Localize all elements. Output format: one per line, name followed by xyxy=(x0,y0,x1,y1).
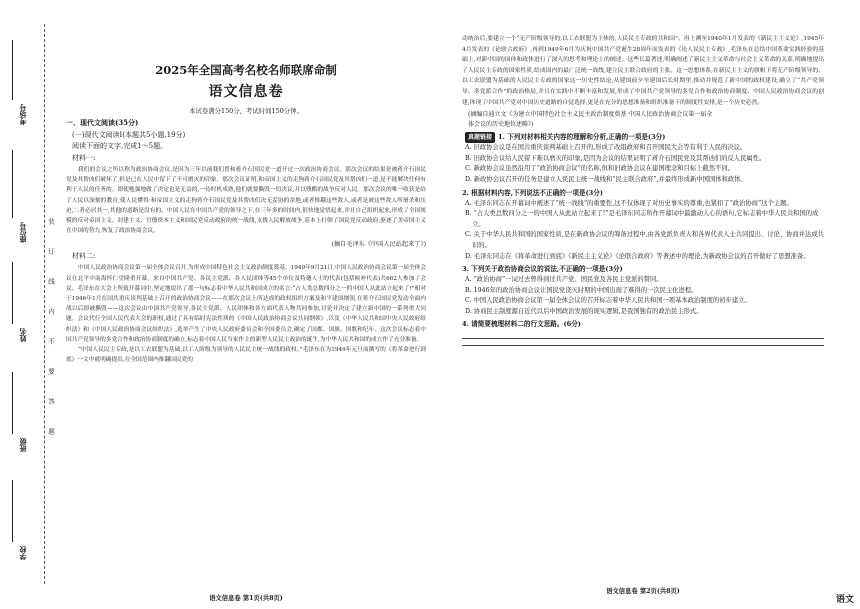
seal-char: 订 xyxy=(47,248,55,255)
seat-number-label: 座位号 xyxy=(18,222,27,243)
question-1-text: 1. 下列对材料相关内容的理解和分析,正确的一项是(3分) xyxy=(498,133,666,142)
material-2-source xyxy=(468,110,824,130)
exam-room-field-line[interactable] xyxy=(12,40,13,100)
seal-char: 题 xyxy=(47,428,55,435)
material-2-continuation: 动统治后,要建立一个“无产阶级领导的,以工农联盟为主体的,人民民主专政的共和国”。再上溯至1940年1月发表的《新民主主义论》,1945年4月发表的《论联合政府》,再到1949年6月为庆祝中国共产党诞生28周年而发表的《论人民民主专政》,毛泽东在总结中国革命实践经验的基础上,对新中国的国体和政体进行了深入的思考和理论上的阐述。这些长篇著述,明确阐述了新民主主义革命与社会主义革命的关系,明确地提出了人民民主专政的国家性质,结成国内的最广泛统一战线,建立民主联合政府的主张。这一思想体系,在新民主主义的旗帜下将无产阶级领导的、以工农联盟为基础的人民民主专政的国家这一历史性结论,从建国前夕至建国后长时期里,推动并规范了新中国的政权建设,确立了“共产党领导、多党派合作”的政治格局,并且在实践中不断丰富和发展,形成了中国共产党领导的多党合作和政治协商制度。中国人民政治协商会议的创建,体现了中国共产党对中国历史道路的自觉选择,更是在充分的思想准备和组织准备下的制度性安排,是一个历史必然。 xyxy=(462,36,824,106)
q3-option-d[interactable]: D. 协商民主制度源自近代以后中国政治发展的现实逻辑,是我国独有的政治民主形式。 xyxy=(465,307,703,315)
class-label: 班级 xyxy=(18,438,27,452)
school-field-line[interactable] xyxy=(12,480,13,542)
source-line: (摘编自迪立文《为建立中国特色社会主义民主政治制度奠基 中国人民政治协商会议第一届全 xyxy=(468,111,713,119)
answer-area[interactable] xyxy=(462,338,824,346)
seal-char: 答 xyxy=(47,398,55,405)
q2-option-a[interactable]: A. 毛泽东同志在开幕词中阐述了“统一战线”的重要性,这不仅体现了对历史事实的尊重,也紧扣了“政治协商”这个主题。 xyxy=(465,199,793,207)
real-exam-badge: 真题链接 xyxy=(465,132,495,143)
q1-option-d[interactable]: D. 新政协会议召开的任务是建立人民民主统一战线和“民主联合政府”,并最终形成新中国国体和政体。 xyxy=(465,175,747,183)
section-heading: 一、现代文阅读(35分) xyxy=(66,118,139,127)
name-field-line[interactable] xyxy=(12,262,13,324)
exam-note: 本试卷满分150分，考试时间150分钟。 xyxy=(189,107,303,115)
answer-line[interactable] xyxy=(462,338,824,339)
page-1-footer: 语文信息卷 第1页(共8页) xyxy=(209,595,283,602)
reading-instruction: 阅读下面的文字,完成1～5题。 xyxy=(72,142,168,150)
subsection-heading: (一)现代文阅读Ⅰ(本题共5小题,19分) xyxy=(72,131,186,139)
q1-option-c[interactable]: C. 新政协会议虽然沿用了“政治协商会议”的名称,但和旧政协会议在建国理念和目标上截然不同。 xyxy=(465,165,734,173)
material-1-paragraph: 我们的会议之所以称为政治协商会议,是因为三年以前我们曾和蒋介石国民党一道开过一次政治协商会议。那次会议的结果是被蒋介石国民党及其帮凶们破坏了,但是已在人民中留下了不可磨灭的印象。那次会议证明,和帝国主义的走狗蒋介石国民党及其帮凶们一道,是不能解决任何有利于人民的任务的。即使勉强地做了决定也是无益的,一待时机成熟,他们就要撕毁一切决议,并以残酷的战争反对人民。那次会议的唯一收获是给了人民以深刻的教育,使人民懂得:和帝国主义的走狗蒋介石国民党及其帮凶们决无妥协的余地,或者推翻这些敌人,或者是被这些敌人所屠杀和压迫,二者必居其一,其他的道路是没有的。中国人民在中国共产党的领导之下,在三年多的时间内,很快地觉悟起来,并且自己组织起来,形成了全国规模的反对帝国主义、封建主义、官僚资本主义和国民党反动政府的统一战线,支援人民解放战争,基本上打倒了国民党反动政府,驱逐了美帝国主义在中国的势力,恢复了政治协商会议。 xyxy=(66,167,426,235)
q1-option-a[interactable]: A. 旧政协会议是在国共重庆谈判基础上召开的,形成了改组政府和召开国民大会等有利于人民的决议。 xyxy=(465,144,747,152)
material-1-label: 材料一: xyxy=(72,154,96,162)
seal-char: 内 xyxy=(47,308,55,315)
page-2 xyxy=(462,34,824,599)
binding-strip xyxy=(0,0,62,609)
subject-mark: 语文 xyxy=(835,595,854,605)
q1-option-b[interactable]: B. 旧政协会议给人民留下难以磨灭的印象,是因为会议的结果证明了蒋介石国民党及其帮凶们的反人民属性。 xyxy=(465,154,766,162)
exam-room-label: 考场号 xyxy=(18,104,27,125)
cut-line xyxy=(44,24,45,584)
school-label: 学校 xyxy=(18,546,27,560)
answer-line[interactable] xyxy=(462,345,824,346)
exam-title: 2025年全国高考名校名师联席命制 xyxy=(155,63,337,77)
material-2-paragraph: 中国人民政治协商会议第一届全体会议召开,为形成中国特色社会主义政治制度奠基。1949年9月21日,中国人民政治协商会议第一届全体会议在北平中南海怀仁堂隆重开幕。来自中国共产党、各民主党派、各人民团体等45个单位及特邀人士的代表(包括候补代表)共662人参加了会议。毛泽东在大会上所致开幕词中,坚定地说出了那一句标志着中华人民共和国成立的名言:“占人类总数四分之一的中国人从此站立起来了!”相对于1946年1月在国共重庆谈判基础上召开的政治协商会议——在那次会议上所达成的政权组织方案及和平建国纲领,在蒋介石国民党发动全面内战以后即被撕毁——这次会议由中国共产党领导,各民主党派、人民团体和各方面代表人物共同参加,讨论并决定了建立新中国的一系列重大问题。会议代行全国人民代表大会的职权,通过了具有临时宪法性质的《中国人民政治协商会议共同纲领》,以及《中华人民共和国中央人民政府组织法》和《中国人民政治协商会议组织法》,选举产生了中央人民政府委员会和全国委员会,确定了国都、国旗、国歌和纪年。这次会议标志着中国共产党领导的多党合作和政治协商制度的确立,标志着中国人民当家作主的新型人民民主政治的诞生,为中华人民共和国的成立作了充分准备。 xyxy=(66,265,426,343)
q3-option-b[interactable]: B. 1946年的政治协商会议让国民党浇灭时期的中国出现了难得的一次民主化进程。 xyxy=(465,286,698,294)
page-1 xyxy=(66,62,426,602)
name-label: 姓名 xyxy=(18,328,27,342)
question-2-text: 2. 根据材料内容,下列说法不正确的一项是(3分) xyxy=(462,188,603,197)
seal-char: 装 xyxy=(47,218,55,225)
material-1-source: (摘自毛泽东《中国人民站起来了》) xyxy=(331,241,426,249)
page-2-footer: 语文信息卷 第2页(共8页) xyxy=(606,588,680,595)
exam-subtitle: 语文信息卷 xyxy=(208,84,284,100)
seal-char: 线 xyxy=(47,278,55,285)
source-line: 体会议的历史地位述略》) xyxy=(468,121,534,129)
question-1 xyxy=(462,132,824,143)
question-4-text: 4. 请简要梳理材料二的行文思路。(6分) xyxy=(462,320,581,329)
q3-option-c[interactable]: C. 中国人民政治协商会议第一届全体会议的召开标志着中华人民共和国一项基本政治制度的初步建立。 xyxy=(465,297,751,305)
q2-option-d[interactable]: D. 毛泽东同志在《将革命进行到底》《新民主主义论》《论联合政府》等著述中的理论,为新政协会议的召开做好了思想准备。 xyxy=(465,252,810,260)
seat-number-field-line[interactable] xyxy=(12,150,13,218)
q2-option-b[interactable]: B. “占人类总数四分之一的中国人从此站立起来了!”是毛泽东同志所作开幕词中最激动人心的语句,它标志着中华人民共和国的成立。 xyxy=(465,210,819,228)
q2-option-c[interactable]: C. 关于中华人民共和国的国家性质,是在新政协会议的筹备过程中,由各党派负责人和各界代表人士共同提出、讨论、协商并达成共识的。 xyxy=(465,231,824,249)
material-2-paragraph: “中国人民民主专政,是以工农联盟为基础,以工人阶级为领导的人民民主统一战线的政权。”毛泽东在为1949年元旦而撰写的《将革命进行到底》一文中就明确提出,在全国范围内推翻国民党的 xyxy=(66,347,426,364)
seal-char: 不 xyxy=(47,338,55,345)
seal-char: 要 xyxy=(47,368,55,375)
material-2-label: 材料二: xyxy=(72,252,96,261)
class-field-line[interactable] xyxy=(12,372,13,434)
question-3-text: 3. 下列关于政治协商会议的说法,不正确的一项是(3分) xyxy=(462,265,623,274)
q3-option-a[interactable]: A. “政治协商”一词过去曾得到过共产党、国民党及各民主党派的赞同。 xyxy=(465,276,663,284)
